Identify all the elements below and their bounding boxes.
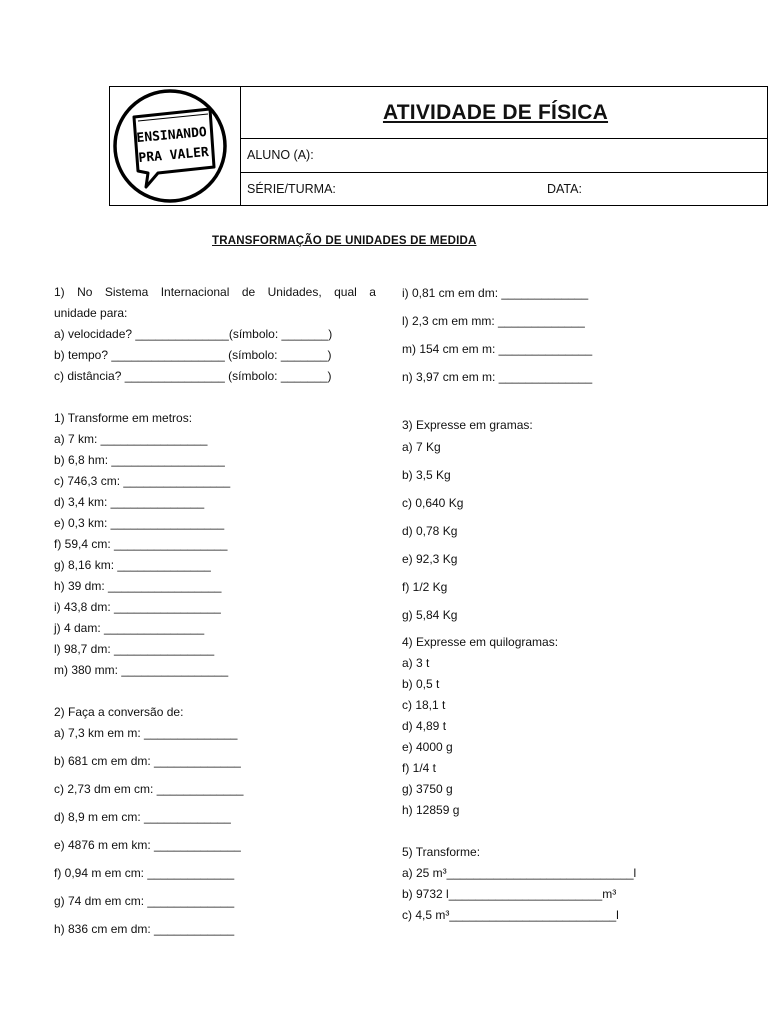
- q1-line2: unidade para:: [54, 306, 128, 320]
- q1b-item: j) 4 dam: _______________: [54, 621, 205, 635]
- logo-text-line2: PRA VALER: [137, 144, 210, 167]
- q1b-item: c) 746,3 cm: ________________: [54, 474, 231, 488]
- q1-item: c) distância? _______________ (símbolo: _______): [54, 369, 332, 383]
- q4-title: 4) Expresse em quilogramas:: [402, 635, 559, 649]
- q1-item: a) velocidade? ______________(símbolo: _______): [54, 327, 333, 341]
- q5-title: 5) Transforme:: [402, 845, 481, 859]
- q2-title: 2) Faça a conversão de:: [54, 705, 184, 719]
- q1b-title: 1) Transforme em metros:: [54, 411, 193, 425]
- q4-item: e) 4000 g: [402, 740, 453, 754]
- q1b-item: b) 6,8 hm: _________________: [54, 453, 225, 467]
- q2-item: f) 0,94 m em cm: _____________: [54, 866, 235, 880]
- page-title: ATIVIDADE DE FÍSICA: [382, 100, 609, 124]
- q1b-item: i) 43,8 dm: ________________: [54, 600, 221, 614]
- q1-word: Internacional: [160, 285, 230, 299]
- q2-item: c) 2,73 dm em cm: _____________: [54, 782, 244, 796]
- q1b-item: m) 380 mm: ________________: [54, 663, 229, 677]
- q4-item: b) 0,5 t: [402, 677, 440, 691]
- q2-item: h) 836 cm em dm: ____________: [54, 922, 235, 936]
- q4-item: g) 3750 g: [402, 782, 453, 796]
- q4-item: a) 3 t: [402, 656, 430, 670]
- q3-item: f) 1/2 Kg: [402, 580, 448, 594]
- section-title: TRANSFORMAÇÃO DE UNIDADES DE MEDIDA: [212, 235, 477, 247]
- date-label: DATA:: [547, 182, 582, 196]
- q1b-item: g) 8,16 km: ______________: [54, 558, 211, 572]
- q2-item-continued: m) 154 cm em m: ______________: [402, 342, 593, 356]
- q3-item: e) 92,3 Kg: [402, 552, 458, 566]
- q1-line1: [54, 285, 376, 299]
- q1b-item: h) 39 dm: _________________: [54, 579, 222, 593]
- q3-item: d) 0,78 Kg: [402, 524, 458, 538]
- ensinando-pra-valer-logo: [110, 87, 240, 205]
- title-row: [240, 87, 767, 139]
- q4-item: c) 18,1 t: [402, 698, 446, 712]
- q1-word: de: [241, 285, 256, 299]
- q2-item-continued: l) 2,3 cm em mm: _____________: [402, 314, 585, 328]
- q1b-item: l) 98,7 dm: _______________: [54, 642, 215, 656]
- q1b-item: d) 3,4 km: ______________: [54, 495, 205, 509]
- q1-word: 1): [54, 285, 65, 299]
- student-row: [240, 138, 767, 173]
- header-table: [109, 86, 768, 206]
- class-row: [240, 172, 767, 205]
- q1-word: a: [369, 285, 376, 299]
- q2-item: g) 74 dm em cm: _____________: [54, 894, 235, 908]
- q3-item: a) 7 Kg: [402, 440, 441, 454]
- q5-item: a) 25 m³____________________________l: [402, 866, 637, 880]
- q2-item: d) 8,9 m em cm: _____________: [54, 810, 231, 824]
- logo-text-line1: ENSINANDO: [135, 124, 208, 147]
- q3-item: b) 3,5 Kg: [402, 468, 451, 482]
- q3-item: g) 5,84 Kg: [402, 608, 458, 622]
- q2-item: a) 7,3 km em m: ______________: [54, 726, 238, 740]
- q1-word: No: [77, 285, 93, 299]
- q1b-item: a) 7 km: ________________: [54, 432, 208, 446]
- q2-item: e) 4876 m em km: _____________: [54, 838, 241, 852]
- q5-item: c) 4,5 m³_________________________l: [402, 908, 619, 922]
- q2-item-continued: i) 0,81 cm em dm: _____________: [402, 286, 589, 300]
- q4-item: f) 1/4 t: [402, 761, 437, 775]
- q1-word: qual: [334, 285, 357, 299]
- q3-item: c) 0,640 Kg: [402, 496, 464, 510]
- q4-item: d) 4,89 t: [402, 719, 447, 733]
- q1-item: b) tempo? _________________ (símbolo: _______): [54, 348, 332, 362]
- q1b-item: e) 0,3 km: _________________: [54, 516, 225, 530]
- q3-title: 3) Expresse em gramas:: [402, 418, 533, 432]
- q1-word: Unidades,: [267, 285, 322, 299]
- class-label: SÉRIE/TURMA:: [247, 182, 336, 196]
- q2-item-continued: n) 3,97 cm em m: ______________: [402, 370, 593, 384]
- student-label: ALUNO (A):: [247, 148, 314, 162]
- q1-word: Sistema: [104, 285, 149, 299]
- logo-cell: [110, 87, 241, 205]
- q1b-item: f) 59,4 cm: _________________: [54, 537, 228, 551]
- q5-item: b) 9732 l_______________________m³: [402, 887, 617, 901]
- q2-item: b) 681 cm em dm: _____________: [54, 754, 241, 768]
- q4-item: h) 12859 g: [402, 803, 460, 817]
